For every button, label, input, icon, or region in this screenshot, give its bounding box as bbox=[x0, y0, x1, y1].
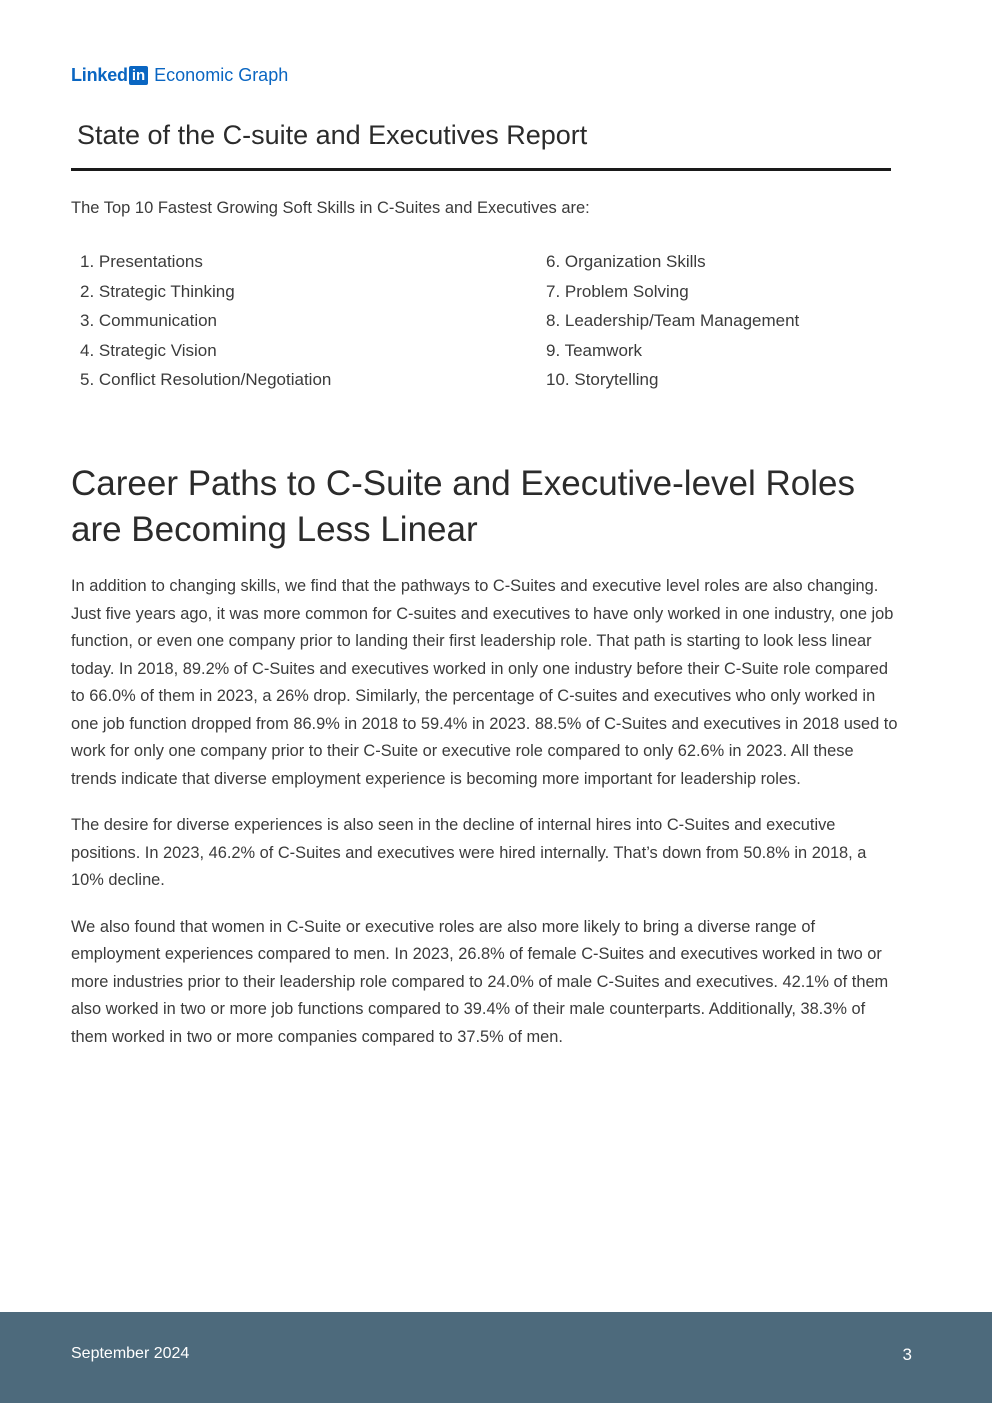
body-paragraph: We also found that women in C-Suite or executive roles are also more likely to bring a diverse range of employment experiences compared to men. In 2023, 26.8% of female C-Suites and executives worked in two or more industries prior to their leadership role compared to 24.0% of male C-Suites and executives. 42.1% of them also worked in two or more job functions compared to 39.4% of their male counterparts. Additionally, 38.3% of them worked in two or more companies compared to 37.5% of men. bbox=[71, 917, 889, 1046]
page-footer bbox=[0, 1312, 992, 1403]
body-paragraph: In addition to changing skills, we find that the pathways to C-Suites and executive level roles are also changing. Just five years ago, it was more common for C-suites and executives to have only worked in one industry, one job function, or even one company prior to landing their first leadership role. That path is starting to look less linear today. In 2018, 89.2% of C-Suites and executives worked in only one industry before their C-Suite role compared to 66.0% of them in 2023, a 26% drop. Similarly, the percentage of C-suites and executives who only worked in one job function dropped from 86.9% in 2018 to 59.4% in 2023. 88.5% of C-Suites and executives in 2018 used to work for only one company prior to their C-Suite or executive role compared to only 62.6% in 2023. All these trends indicate that diverse employment experience is becoming more important for leadership roles. bbox=[71, 577, 898, 788]
body-text bbox=[71, 573, 901, 1070]
skill-item: 9. Teamwork bbox=[546, 340, 643, 360]
skill-item: 5. Conflict Resolution/Negotiation bbox=[80, 370, 332, 389]
skill-item: 8. Leadership/Team Management bbox=[546, 311, 800, 330]
body-paragraph: The desire for diverse experiences is also seen in the decline of internal hires into C-Suites and executive positions. In 2023, 46.2% of C-Suites and executives were hired internally. That’s down from 50.8% in 2018, a 10% decline. bbox=[71, 816, 867, 889]
skills-list-left bbox=[80, 247, 331, 395]
skills-intro: The Top 10 Fastest Growing Soft Skills in C-Suites and Executives are: bbox=[71, 199, 590, 217]
logo-wordmark: Linked bbox=[71, 64, 128, 85]
footer-date: September 2024 bbox=[71, 1345, 190, 1362]
linkedin-economic-graph-logo bbox=[71, 62, 288, 88]
skill-item: 4. Strategic Vision bbox=[80, 340, 217, 360]
skill-item: 10. Storytelling bbox=[546, 370, 659, 389]
report-title: State of the C-suite and Executives Report bbox=[77, 120, 588, 150]
skill-item: 2. Strategic Thinking bbox=[80, 281, 235, 301]
skill-item: 6. Organization Skills bbox=[546, 252, 706, 271]
section-heading: Career Paths to C-Suite and Executive-level Roles are Becoming Less Linear bbox=[71, 464, 855, 549]
skill-item: 3. Communication bbox=[80, 311, 218, 330]
page-number: 3 bbox=[902, 1345, 912, 1364]
skill-item: 1. Presentations bbox=[80, 252, 203, 271]
header-divider bbox=[71, 168, 891, 171]
logo-economic-graph: Economic Graph bbox=[154, 64, 289, 85]
skills-list-right bbox=[546, 247, 799, 395]
skill-item: 7. Problem Solving bbox=[546, 281, 689, 301]
logo-in-badge: in bbox=[129, 66, 148, 85]
